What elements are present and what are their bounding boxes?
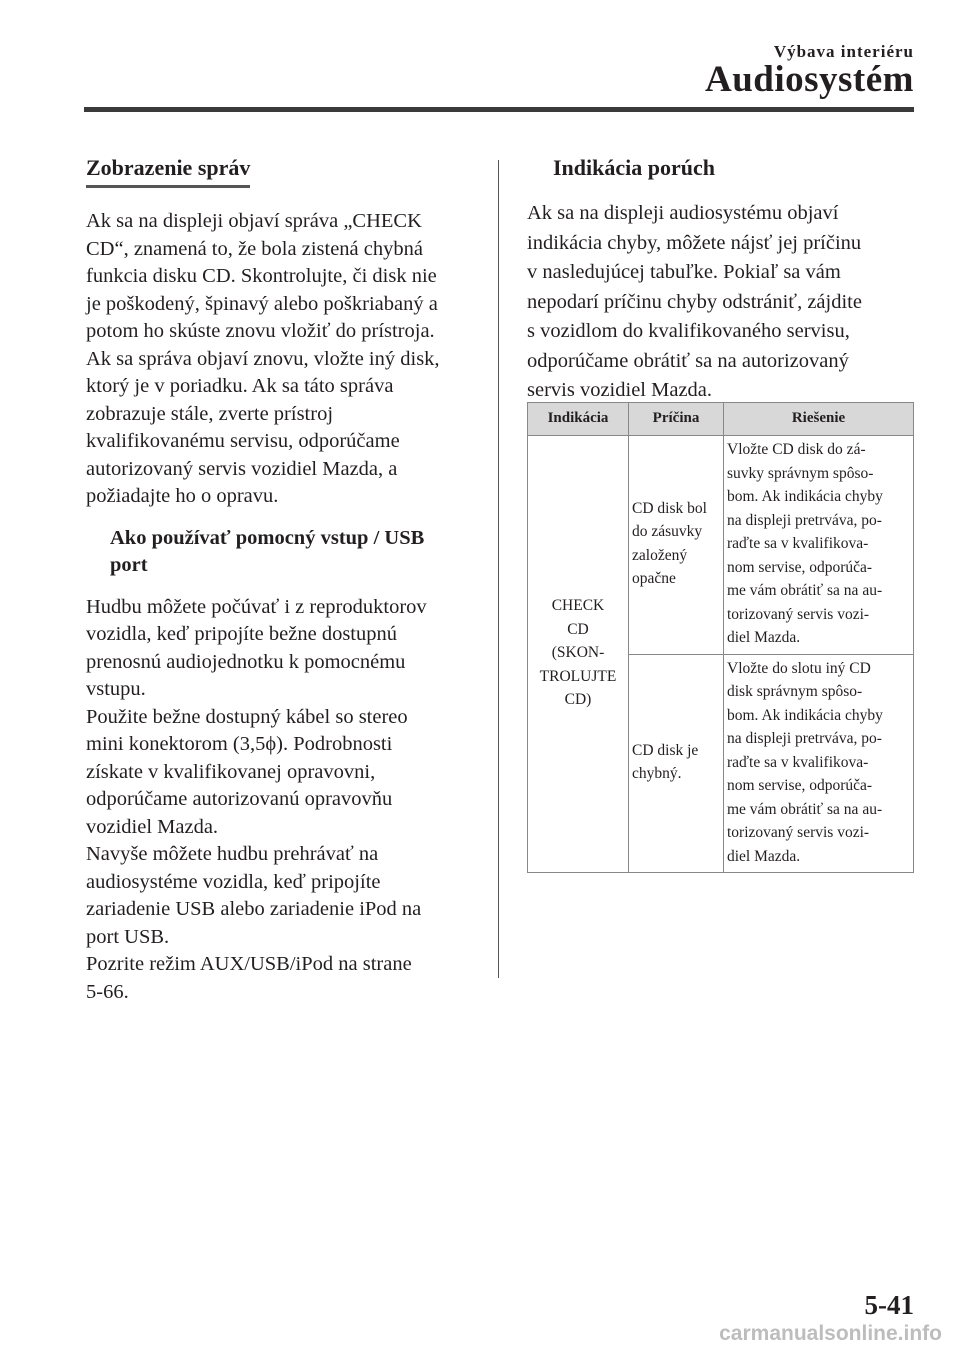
- cause-cell: CD disk bol do zásuvky založený opačne: [629, 436, 724, 655]
- col-header-indication: Indikácia: [528, 403, 629, 436]
- col-header-cause: Príčina: [629, 403, 724, 436]
- aux-usb-paragraph: Hudbu môžete počúvať i z reproduktorov vozidla, keď pripojíte bežne dostupnú prenosnú audiojednotku k pomocnému vstupu. Použite bežne dostupný kábel so stereo mini konektorom (3,5ϕ). Podrobnosti získate v kvalifikovanej opravovni, odporúčame autorizovanú opravovňu vozidiel Mazda. Navyše môžete hudbu prehrávať na audiosystéme vozidla, keď pripojíte zariadenie USB alebo zariadenie iPod na port USB. Pozrite režim AUX/USB/iPod na strane 5-66.: [86, 595, 427, 1003]
- left-column: [86, 155, 478, 1020]
- page-number: 5-41: [864, 1290, 914, 1320]
- indication-cell: CHECK CD (SKON- TROLUJTE CD): [528, 436, 629, 873]
- watermark: carmanualsonline.info: [719, 1322, 942, 1345]
- fault-heading: Indikácia porúch: [553, 155, 715, 180]
- chapter-title: Audiosystém: [704, 59, 914, 100]
- header-rule: [84, 107, 914, 112]
- solution-cell: Vložte CD disk do zá- suvky správnym spôso- bom. Ak indikácia chyby na displeji pretrváva, po- raďte sa v kvalifikova- nom servise, odporúča- me vám obrátiť sa na au- torizovaný servis vozi- diel Mazda.: [724, 436, 914, 655]
- fault-table: [527, 402, 914, 873]
- cause-cell: CD disk je chybný.: [629, 654, 724, 873]
- messages-heading: Zobrazenie správ: [86, 155, 250, 188]
- right-column: [527, 155, 917, 420]
- table-header-row: [528, 403, 914, 436]
- aux-usb-heading: Ako používať pomocný vstup / USB port: [110, 526, 425, 576]
- messages-paragraph: Ak sa na displeji objaví správa „CHECK CD“, znamená to, že bola zistená chybná funkcia disku CD. Skontrolujte, či disk nie je poškodený, špinavý alebo poškriabaný a potom ho skúste znovu vložiť do prístroja. Ak sa správa objaví znovu, vložte iný disk, ktorý je v poriadku. Ak sa táto správa zobrazuje stále, zverte prístroj kvalifikovanému servisu, odporúčame autorizovaný servis vozidiel Mazda, a požiadajte ho o opravu.: [86, 210, 440, 507]
- table-row: [528, 436, 914, 655]
- column-divider: [498, 160, 499, 978]
- section-label: Výbava interiéru: [773, 42, 914, 61]
- solution-cell: Vložte do slotu iný CD disk správnym spôso- bom. Ak indikácia chyby na displeji pretrváva, po- raďte sa v kvalifikova- nom servise, odporúča- me vám obrátiť sa na au- torizovaný servis vozi- diel Mazda.: [724, 654, 914, 873]
- col-header-solution: Riešenie: [724, 403, 914, 436]
- fault-paragraph: Ak sa na displeji audiosystému objaví indikácia chyby, môžete nájsť jej príčinu v nasledujúcej tabuľke. Pokiaľ sa vám nepodarí príčinu chyby odstrániť, zájdite s vozidlom do kvalifikovaného servisu, odporúčame obrátiť sa na autorizovaný servis vozidiel Mazda.: [527, 202, 862, 401]
